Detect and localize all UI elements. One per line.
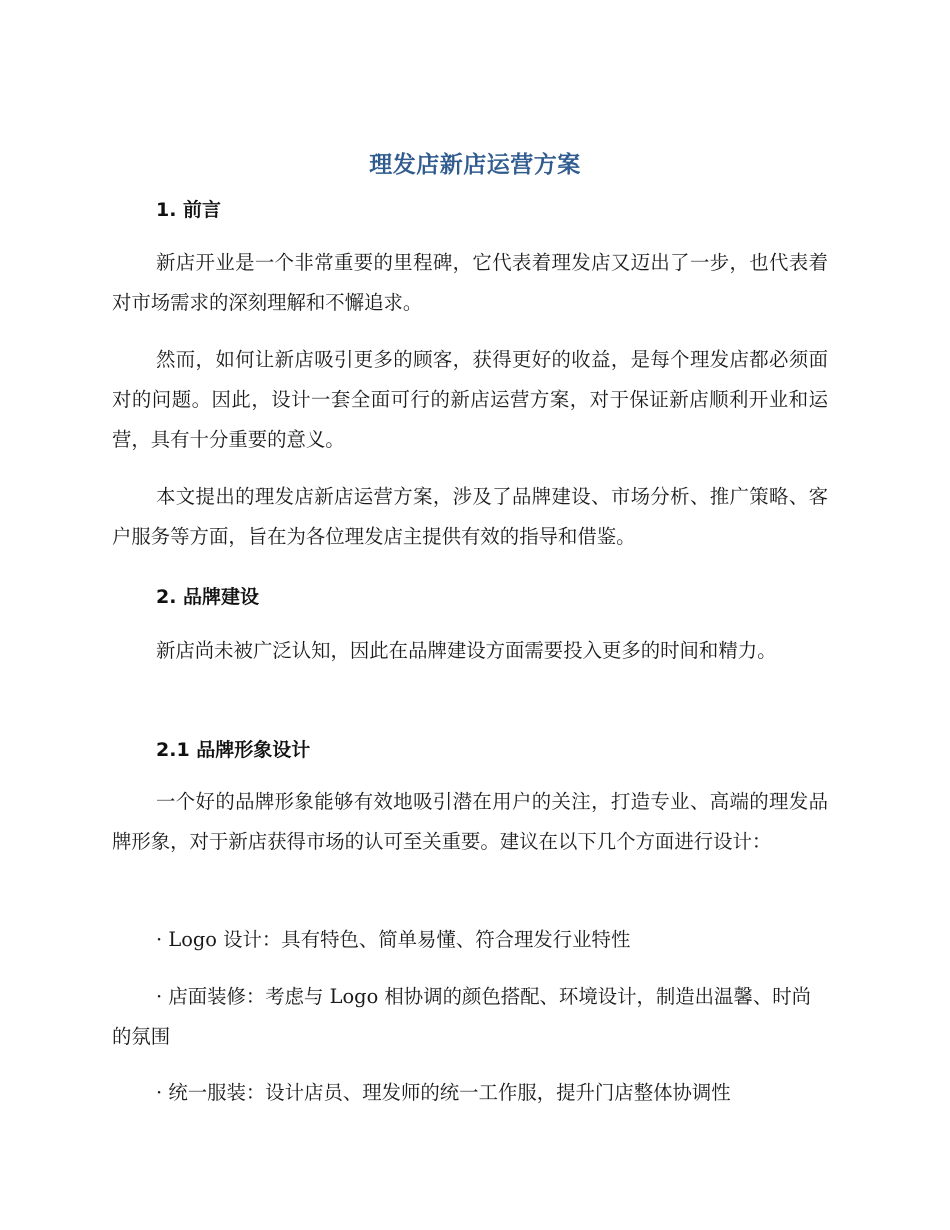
section-heading-brand-building: 2. 品牌建设 <box>156 586 260 608</box>
paragraph: 新店开业是一个非常重要的里程碑，它代表着理发店又迈出了一步，也代表着对市场需求的深刻理解和不懈追求。 <box>112 251 828 314</box>
paragraph: 然而，如何让新店吸引更多的顾客，获得更好的收益，是每个理发店都必须面对的问题。因此，设计一套全面可行的新店运营方案，对于保证新店顺利开业和运营，具有十分重要的意义。 <box>112 348 828 451</box>
paragraph: 本文提出的理发店新店运营方案，涉及了品牌建设、市场分析、推广策略、客户服务等方面，旨在为各位理发店主提供有效的指导和借鉴。 <box>112 485 828 548</box>
paragraph: 新店尚未被广泛认知，因此在品牌建设方面需要投入更多的时间和精力。 <box>156 639 777 662</box>
document-title: 理发店新店运营方案 <box>369 152 581 178</box>
bullet-item: · Logo 设计：具有特色、简单易懂、符合理发行业特性 <box>156 928 631 951</box>
paragraph: 一个好的品牌形象能够有效地吸引潜在用户的关注，打造专业、高端的理发品牌形象，对于新店获得市场的认可至关重要。建议在以下几个方面进行设计： <box>112 790 828 853</box>
section-heading-preface: 1. 前言 <box>156 199 222 221</box>
bullet-item: · 统一服装：设计店员、理发师的统一工作服，提升门店整体协调性 <box>156 1081 731 1104</box>
bullet-item: · 店面装修：考虑与 Logo 相协调的颜色搭配、环境设计，制造出温馨、时尚的氛围 <box>112 985 812 1048</box>
section-heading-brand-image-design: 2.1 品牌形象设计 <box>156 739 311 761</box>
